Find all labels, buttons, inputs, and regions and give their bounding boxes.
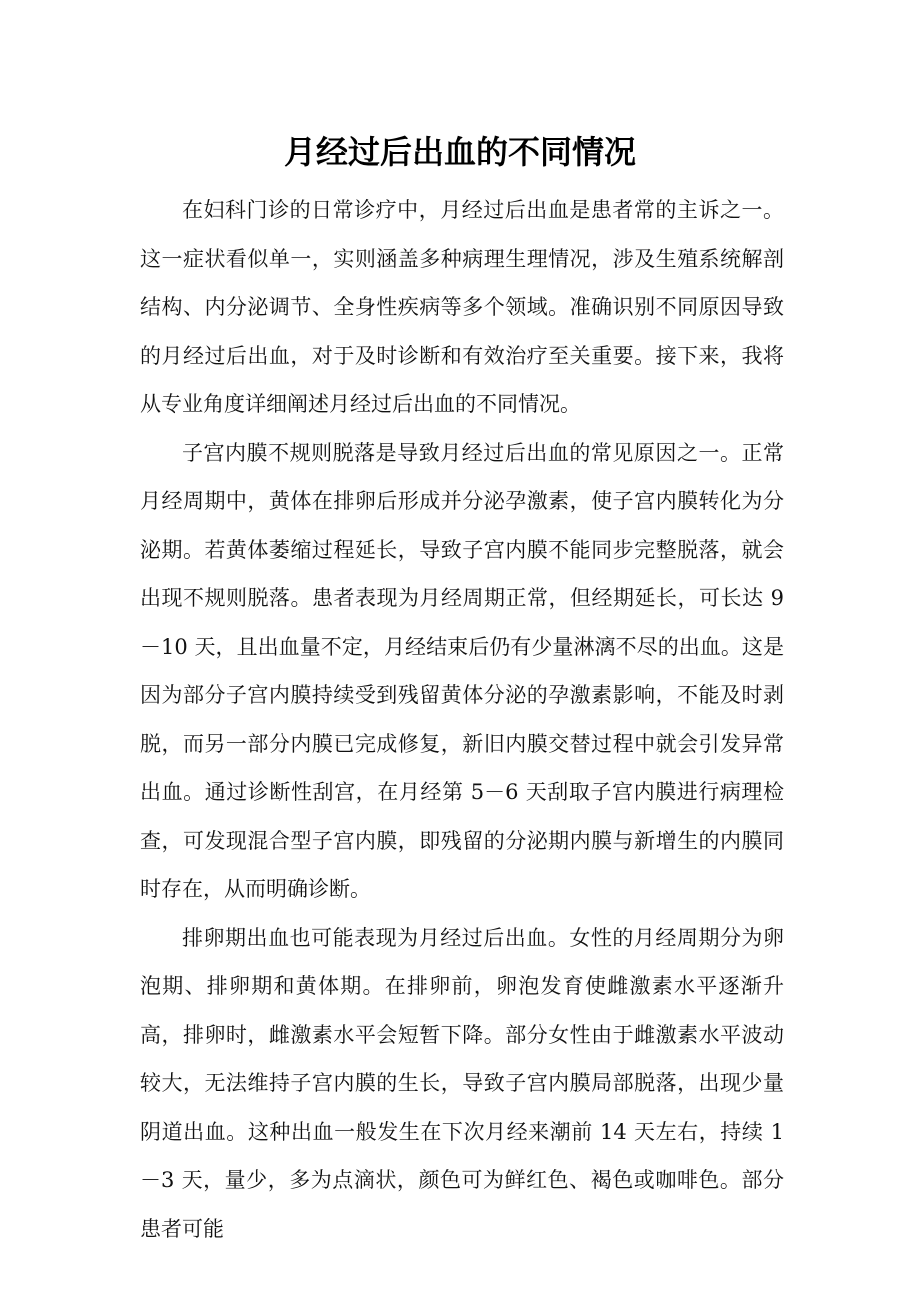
paragraph-ovulation: 排卵期出血也可能表现为月经过后出血。女性的月经周期分为卵泡期、排卵期和黄体期。在排卵前，卵泡发育使雌激素水平逐渐升高，排卵时，雌激素水平会短暂下降。部分女性由于雌激素水平波动较大，无法维持子宫内膜的生长，导致子宫内膜局部脱落，出现少量阴道出血。这种出血一般发生在下次月经来潮前 14 天左右，持续 1－3 天，量少，多为点滴状，颜色可为鲜红色、褐色或咖啡色。部分患者可能 xyxy=(140,925,784,1241)
paragraph-endometrium: 子宫内膜不规则脱落是导致月经过后出血的常见原因之一。正常月经周期中，黄体在排卵后形成并分泌孕激素，使子宫内膜转化为分泌期。若黄体萎缩过程延长，导致子宫内膜不能同步完整脱落，就会出现不规则脱落。患者表现为月经周期正常，但经期延长，可长达 9－10 天，且出血量不定，月经结束后仍有少量淋漓不尽的出血。这是因为部分子宫内膜持续受到残留黄体分泌的孕激素影响，不能及时剥脱，而另一部分内膜已完成修复，新旧内膜交替过程中就会引发异常出血。通过诊断性刮宫，在月经第 5－6 天刮取子宫内膜进行病理检查，可发现混合型子宫内膜，即残留的分泌期内膜与新增生的内膜同时存在，从而明确诊断。 xyxy=(140,440,784,901)
document-body xyxy=(140,186,784,1253)
paragraph-intro: 在妇科门诊的日常诊疗中，月经过后出血是患者常的主诉之一。这一症状看似单一，实则涵盖多种病理生理情况，涉及生殖系统解剖结构、内分泌调节、全身性疾病等多个领域。准确识别不同原因导致的月经过后出血，对于及时诊断和有效治疗至关重要。接下来，我将从专业角度详细阐述月经过后出血的不同情况。 xyxy=(140,198,784,416)
document-title: 月经过后出血的不同情况 xyxy=(283,133,636,171)
